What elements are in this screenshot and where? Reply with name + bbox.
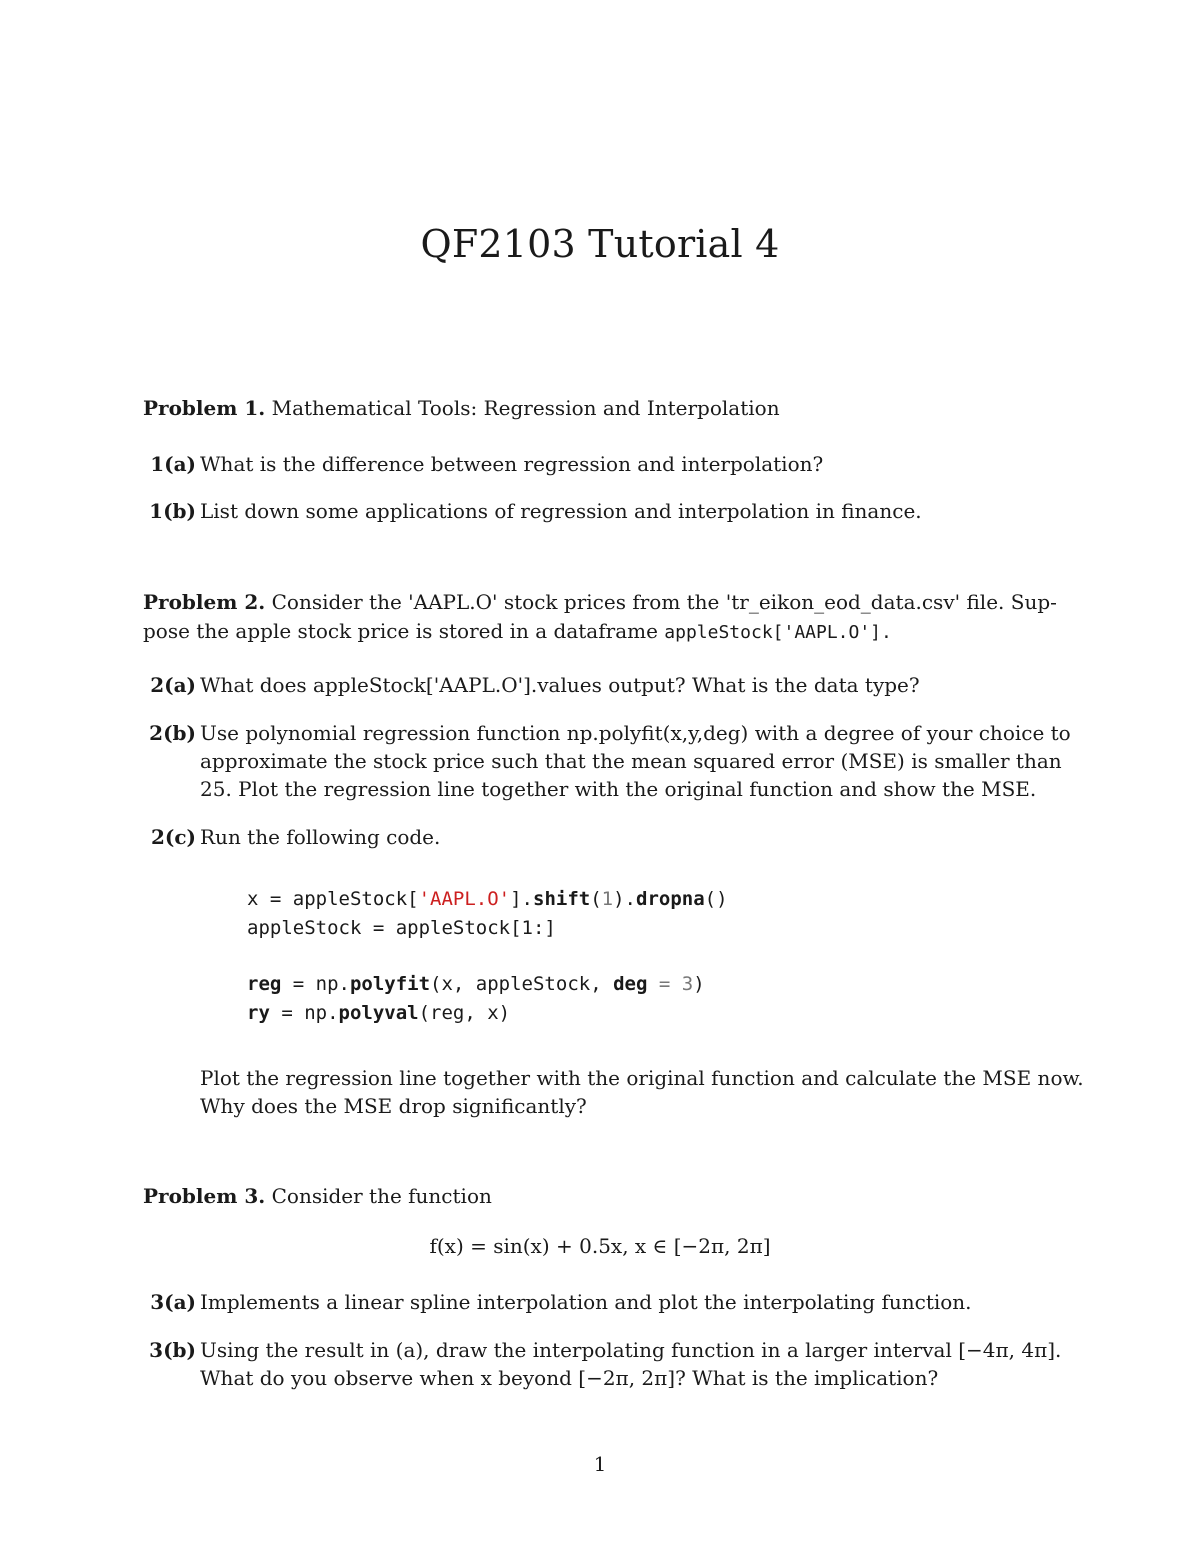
code-l1-d: ). [613, 888, 636, 910]
item-2c-text: Run the following code. [200, 825, 441, 849]
item-2b-line2: approximate the stock price such that the mean squared error (MSE) is smaller than [200, 749, 1062, 773]
code-l3-number: 3 [681, 973, 694, 995]
code-l3-deg: deg [613, 973, 648, 995]
document-title: QF2103 Tutorial 4 [420, 222, 780, 266]
item-1a-label: 1(a) [150, 452, 196, 476]
problem-3-heading [143, 1184, 492, 1208]
item-2c-after-line1: Plot the regression line together with the original function and calculate the MSE now. [200, 1066, 1084, 1090]
code-l1-a: x = appleStock[ [247, 888, 419, 910]
code-line-2: appleStock = appleStock[1:] [247, 917, 556, 939]
item-2b-line1: Use polynomial regression function np.polyfit(x,y,deg) with a degree of your choice to [200, 721, 1071, 745]
code-l1-e: () [704, 888, 728, 910]
code-l1-c: ( [590, 888, 602, 910]
page-number: 1 [593, 1452, 607, 1476]
code-l1-b: ]. [510, 888, 533, 910]
item-2c-label: 2(c) [150, 825, 196, 849]
function-formula: f(x) = sin(x) + 0.5x, x ∈ [−2π, 2π] [429, 1234, 771, 1258]
code-l3-eq: = [647, 973, 682, 995]
code-l4-b: (reg, x) [418, 1002, 511, 1024]
code-l1-string: 'AAPL.O' [418, 888, 511, 910]
problem-3-text: Consider the function [271, 1184, 492, 1208]
code-l1-dropna: dropna [636, 888, 705, 910]
item-3a-label: 3(a) [150, 1290, 196, 1314]
item-3b-label: 3(b) [149, 1338, 196, 1362]
code-l4-a: = np. [269, 1002, 339, 1024]
problem-2-text: Consider the 'AAPL.O' stock prices from the 'tr_eikon_eod_data.csv' file. Sup- [271, 590, 1057, 614]
item-2a-label: 2(a) [150, 673, 196, 697]
code-l1-number: 1 [601, 888, 614, 910]
item-3b-line1: Using the result in (a), draw the interpolating function in a larger interval [−4π, 4π]. [200, 1338, 1062, 1362]
code-l3-reg: reg [247, 973, 282, 995]
problem-2-line2-text: pose the apple stock price is stored in a dataframe [143, 619, 665, 643]
code-line-3 [247, 973, 705, 995]
item-2b-label: 2(b) [149, 721, 196, 745]
item-1b-label: 1(b) [149, 499, 196, 523]
code-l3-a: = np. [281, 973, 350, 995]
code-l1-shift: shift [533, 888, 591, 910]
item-2b-line3: 25. Plot the regression line together with the original function and show the MSE. [200, 777, 1037, 801]
item-2c-after-line2: Why does the MSE drop significantly? [200, 1094, 587, 1118]
problem-2-heading [143, 590, 1057, 614]
problem-2-label: Problem 2. [143, 590, 266, 614]
code-l4-polyval: polyval [338, 1002, 419, 1024]
item-3b-line2: What do you observe when x beyond [−2π, 2π]? What is the implication? [200, 1366, 939, 1390]
problem-3-label: Problem 3. [143, 1184, 266, 1208]
code-l3-b: (x, appleStock, [430, 973, 614, 995]
item-2a-text: What does appleStock['AAPL.O'].values output? What is the data type? [200, 673, 920, 697]
code-l3-polyfit: polyfit [349, 973, 431, 995]
problem-1-text: Mathematical Tools: Regression and Interpolation [271, 396, 780, 420]
code-l3-c: ) [693, 973, 705, 995]
problem-2-heading-line2 [143, 619, 892, 643]
item-1b-text: List down some applications of regression and interpolation in finance. [200, 499, 922, 523]
problem-2-line2-code: appleStock['AAPL.O']. [664, 622, 892, 643]
code-l4-ry: ry [247, 1002, 270, 1024]
item-3a-text: Implements a linear spline interpolation and plot the interpolating function. [200, 1290, 972, 1314]
problem-1-heading [143, 396, 780, 420]
item-1a-text: What is the difference between regression and interpolation? [200, 452, 824, 476]
code-line-1 [247, 888, 728, 910]
code-line-4 [247, 1002, 510, 1024]
problem-1-label: Problem 1. [143, 396, 266, 420]
